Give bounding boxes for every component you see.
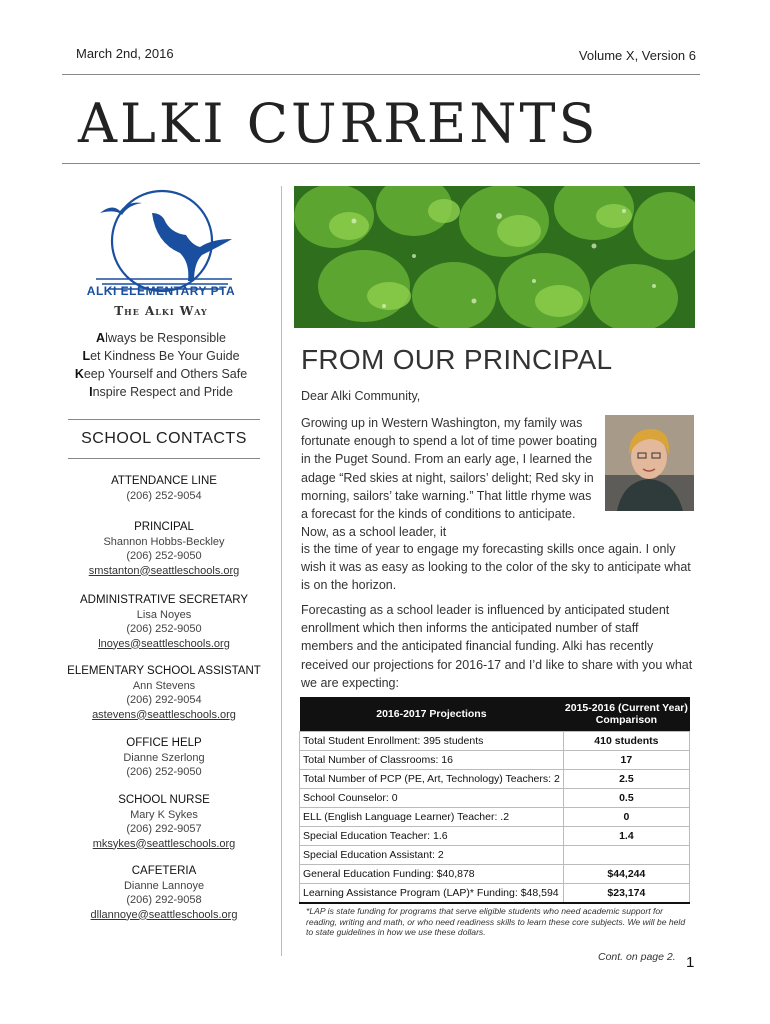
contact-school-nurse — [62, 793, 266, 851]
header-date: March 2nd, 2016 — [76, 46, 174, 61]
rule-line — [66, 365, 256, 383]
page-number: 1 — [686, 954, 695, 971]
article-title: FROM OUR PRINCIPAL — [301, 344, 613, 375]
table-cell: Total Number of PCP (PE, Art, Technology) Teachers: 2 — [300, 770, 564, 789]
contact-name: Dianne Lannoye — [123, 879, 205, 892]
contact-name: Lisa Noyes — [136, 608, 192, 621]
contacts-rule-top — [68, 419, 260, 420]
principal-photo — [605, 415, 694, 511]
table-cell: Learning Assistance Program (LAP)* Funding: $48,594 — [300, 884, 564, 904]
contact-title: ATTENDANCE LINE — [111, 475, 217, 487]
table-cell: 17 — [563, 751, 689, 770]
contact-office-help — [62, 736, 266, 780]
masthead-title: ALKI CURRENTS — [78, 92, 599, 155]
table-cell: 0.5 — [563, 789, 689, 808]
bird-icon — [100, 203, 142, 215]
table-row — [300, 789, 690, 808]
contact-attendance — [62, 474, 266, 503]
table-row — [300, 808, 690, 827]
contact-name: Shannon Hobbs-Beckley — [103, 535, 225, 548]
article-greeting: Dear Alki Community, — [301, 389, 421, 403]
contact-title: PRINCIPAL — [134, 521, 194, 533]
rule-text: et Kindness Be Your Guide — [90, 349, 240, 363]
contacts-rule-bottom — [68, 458, 260, 459]
contact-email-link[interactable]: smstanton@seattleschools.org — [88, 564, 240, 577]
table-header-row — [300, 697, 690, 732]
contact-title: OFFICE HELP — [126, 737, 202, 749]
rule-initial: A — [96, 331, 106, 345]
table-cell: Total Student Enrollment: 395 students — [300, 732, 564, 751]
alki-way-title: The Alki Way — [114, 304, 208, 318]
column-divider — [281, 186, 282, 956]
rule-line — [66, 383, 256, 401]
contact-title: ELEMENTARY SCHOOL ASSISTANT — [67, 665, 261, 677]
contact-email-link[interactable]: lnoyes@seattleschools.org — [98, 637, 230, 650]
contact-phone: (206) 292-9058 — [126, 894, 202, 906]
top-rule — [62, 74, 700, 75]
contact-phone: (206) 252-9054 — [126, 489, 202, 502]
logo-org-name: ALKI ELEMENTARY PTA — [86, 284, 236, 298]
contact-name: Ann Stevens — [132, 679, 196, 692]
contact-phone: (206) 252-9050 — [126, 550, 202, 562]
table-cell — [563, 846, 689, 865]
contact-phone: (206) 252-9050 — [126, 766, 202, 778]
article-paragraph-2: Forecasting as a school leader is influenced by anticipated student enrollment which then informs the anticipated number of staff members and the anticipated financial funding. Alki has recently received our projections for 2016-17 and I’d like to share with you what we are expecting: — [301, 603, 693, 690]
contact-email-link[interactable]: dllannoye@seattleschools.org — [90, 908, 238, 921]
header-projections: 2016-2017 Projections — [300, 697, 564, 732]
table-row — [300, 751, 690, 770]
rule-line — [66, 347, 256, 365]
rule-initial: I — [89, 385, 93, 399]
contact-admin-secretary — [62, 593, 266, 651]
contact-email-link[interactable]: astevens@seattleschools.org — [92, 708, 236, 721]
table-cell: Total Number of Classrooms: 16 — [300, 751, 564, 770]
table-cell: $23,174 — [563, 884, 689, 904]
continued-note: Cont. on page 2. — [598, 951, 676, 963]
table-row — [300, 846, 690, 865]
contact-name: Mary K Sykes — [130, 808, 198, 821]
article-paragraph-1-continued: is the time of year to engage my forecasting skills once again. I only wish it was as easy as looking to the color of the sky to anticipate what is on the horizon. — [301, 542, 691, 593]
table-row — [300, 827, 690, 846]
contact-phone: (206) 252-9050 — [126, 623, 202, 635]
rule-text: lways be Responsible — [105, 331, 226, 345]
alki-way-rules — [66, 329, 256, 401]
contact-name: Dianne Szerlong — [123, 751, 205, 764]
table-cell: 2.5 — [563, 770, 689, 789]
table-row — [300, 884, 690, 904]
masthead-rule — [62, 163, 700, 164]
table-cell: 0 — [563, 808, 689, 827]
contact-school-assistant — [62, 664, 266, 722]
rule-text: nspire Respect and Pride — [92, 385, 233, 399]
contacts-title: SCHOOL CONTACTS — [81, 430, 247, 447]
table-row — [300, 770, 690, 789]
table-cell: Special Education Teacher: 1.6 — [300, 827, 564, 846]
clover-photo — [294, 186, 695, 328]
contact-title: CAFETERIA — [131, 865, 197, 877]
table-cell: Special Education Assistant: 2 — [300, 846, 564, 865]
contact-title: ADMINISTRATIVE SECRETARY — [79, 594, 249, 606]
contact-principal — [62, 520, 266, 578]
article-paragraph-1: Growing up in Western Washington, my family was fortunate enough to spend a lot of time power boating in the Puget Sound. From an early age, I learned the adage “Red skies at night, sailors’ delight; Red sky in morning, sailors’ take warning.” That little rhyme was a forecast for the kinds of conditions to anticipate. Now, as a school leader, it — [301, 416, 598, 540]
table-footnote: *LAP is state funding for programs that serve eligible students who need academic support for reading, writing and math, or who need readiness skills to learn these core subjects. We will be held to state guidelines in how we use these dollars. — [306, 906, 686, 937]
rule-text: eep Yourself and Others Safe — [83, 367, 248, 381]
projections-table — [299, 697, 690, 904]
table-row — [300, 732, 690, 751]
contact-phone: (206) 292-9057 — [126, 823, 202, 835]
contact-phone: (206) 292-9054 — [126, 694, 202, 706]
rule-initial: L — [82, 349, 91, 363]
contact-email-link[interactable]: mksykes@seattleschools.org — [92, 837, 236, 850]
contact-title: SCHOOL NURSE — [118, 794, 210, 806]
table-cell: School Counselor: 0 — [300, 789, 564, 808]
table-cell: ELL (English Language Learner) Teacher: .2 — [300, 808, 564, 827]
table-cell: General Education Funding: $40,878 — [300, 865, 564, 884]
contact-cafeteria — [62, 864, 266, 922]
table-cell: 1.4 — [563, 827, 689, 846]
header-volume: Volume X, Version 6 — [578, 48, 696, 63]
rule-initial: K — [74, 367, 84, 381]
whale-tail-icon — [152, 213, 232, 281]
table-cell: $44,244 — [563, 865, 689, 884]
header-comparison: 2015-2016 (Current Year) Comparison — [563, 697, 689, 732]
rule-line — [66, 329, 256, 347]
table-row — [300, 865, 690, 884]
table-cell: 410 students — [563, 732, 689, 751]
